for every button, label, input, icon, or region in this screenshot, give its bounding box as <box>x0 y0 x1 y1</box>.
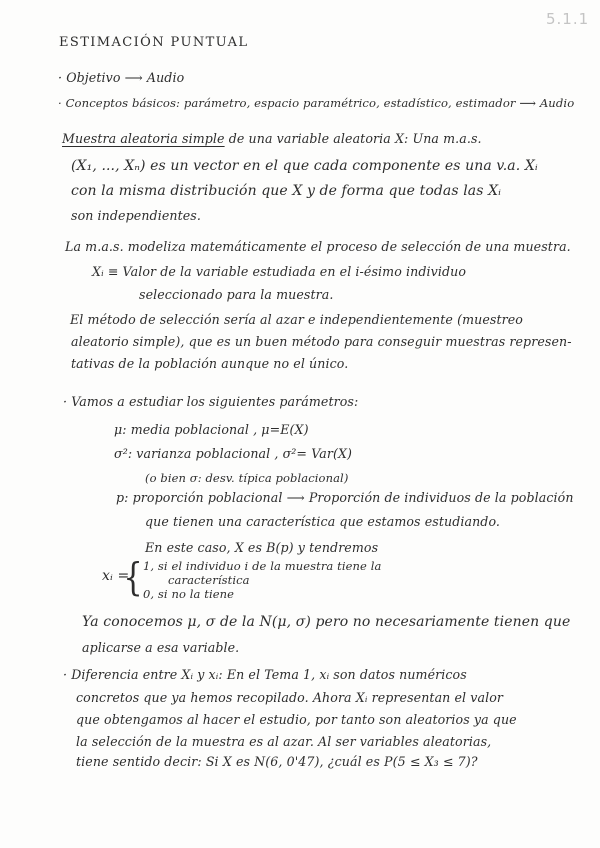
model-line-2: Xᵢ ≡ Valor de la variable estudiada en el i-ésimo individuo <box>92 264 467 279</box>
param-sigma-note: (o bien σ: desv. típica poblacional) <box>145 471 349 485</box>
vamos-line: · Vamos a estudiar los siguientes parámetros: <box>63 394 359 409</box>
page-number: 5.1.1 <box>546 10 590 28</box>
objetivo-line: · Objetivo ⟶ Audio <box>58 70 185 85</box>
dif-line-2: concretos que ya hemos recopilado. Ahora Xᵢ representan el valor <box>76 690 504 705</box>
xi-case-1-cont: característica <box>168 573 250 587</box>
model-line-1: La m.a.s. modeliza matemáticamente el proceso de selección de una muestra. <box>65 239 571 254</box>
xi-label: xᵢ = <box>102 568 130 584</box>
metodo-line-3: tativas de la población aunque no el único. <box>71 356 349 371</box>
metodo-line-1: El método de selección sería al azar e independientemente (muestreo <box>70 312 523 327</box>
param-mu: μ: media poblacional , μ=E(X) <box>114 422 309 437</box>
param-p-line-1: p: proporción poblacional ⟶ Proporción de individuos de la población <box>116 490 574 505</box>
param-sigma: σ²: varianza poblacional , σ²= Var(X) <box>114 446 353 461</box>
mas-line-2: (X₁, ..., Xₙ) es un vector en el que cada componente es una v.a. Xᵢ <box>71 158 538 174</box>
cases-brace: { <box>123 555 143 599</box>
mas-line-1 <box>62 131 482 147</box>
mas-line-1-rest: de una variable aleatoria X: Una m.a.s. <box>228 131 482 146</box>
ya-line-1: Ya conocemos μ, σ de la N(μ, σ) pero no necesariamente tienen que <box>82 614 571 630</box>
dif-line-4: la selección de la muestra es al azar. Al ser variables aleatorias, <box>76 734 492 749</box>
dif-line-5: tiene sentido decir: Si X es N(6, 0'47), ¿cuál es P(5 ≤ X₃ ≤ 7)? <box>76 754 478 769</box>
dif-line-3: que obtengamos al hacer el estudio, por tanto son aleatorios ya que <box>76 712 517 727</box>
mas-line-4: son independientes. <box>71 208 201 223</box>
xi-case-1: 1, si el individuo i de la muestra tiene la <box>143 559 382 573</box>
param-p-line-2: que tienen una característica que estamos estudiando. <box>145 514 501 529</box>
mas-underlined-term: Muestra aleatoria simple <box>62 131 225 146</box>
model-line-3: seleccionado para la muestra. <box>139 287 334 302</box>
mas-line-3: con la misma distribución que X y de forma que todas las Xᵢ <box>71 183 502 199</box>
ya-line-2: aplicarse a esa variable. <box>82 640 240 655</box>
xi-case-2: 0, si no la tiene <box>143 587 235 601</box>
page-title: ESTIMACIÓN PUNTUAL <box>59 35 249 50</box>
metodo-line-2: aleatorio simple), que es un buen método para conseguir muestras represen- <box>71 334 572 349</box>
conceptos-line: · Conceptos básicos: parámetro, espacio paramétrico, estadístico, estimador ⟶ Audio <box>58 96 575 110</box>
caso-line: En este caso, X es B(p) y tendremos <box>145 540 379 555</box>
dif-line-1: · Diferencia entre Xᵢ y xᵢ: En el Tema 1, xᵢ son datos numéricos <box>63 667 467 682</box>
